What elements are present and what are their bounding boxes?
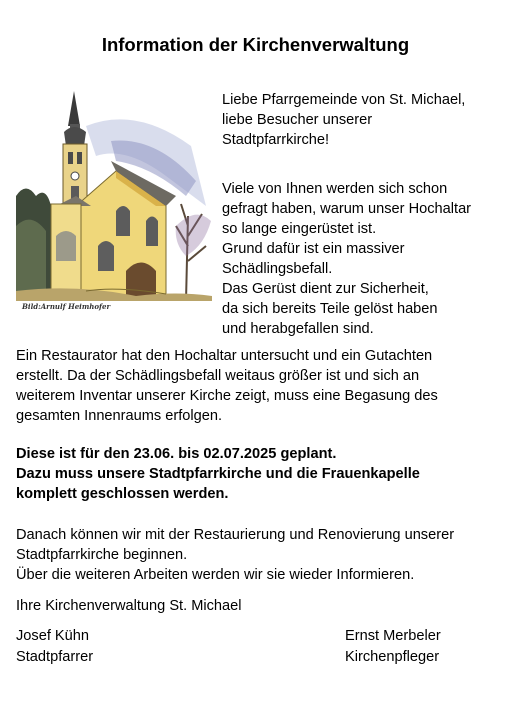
text-line: da sich bereits Teile gelöst haben: [222, 301, 438, 317]
text-line: Stadtpfarrkirche beginnen.: [16, 547, 188, 563]
text-line: Liebe Pfarrgemeinde von St. Michael,: [222, 92, 466, 108]
signature-right: [345, 626, 441, 668]
text-line: weiterem Inventar unserer Kirche zeigt, muss eine Begasung des: [16, 388, 438, 404]
text-line: Über die weiteren Arbeiten werden wir sie wieder Informieren.: [16, 567, 415, 583]
text-line: so lange eingerüstet ist.: [222, 221, 377, 237]
signature-role: Stadtpfarrer: [16, 649, 94, 665]
text-line: Schädlingsbefall.: [222, 261, 333, 277]
closing-line: Ihre Kirchenverwaltung St. Michael: [16, 598, 242, 614]
text-line: gefragt haben, warum unser Hochaltar: [222, 201, 472, 217]
image-credit: Bild:Arnulf Heimhofer: [22, 302, 111, 311]
page-title: Information der Kirchenverwaltung: [101, 34, 410, 55]
text-line: Danach können wir mit der Restaurierung und Renovierung unserer: [16, 527, 455, 543]
text-line: gesamten Innenraums erfolgen.: [16, 408, 223, 424]
text-line: Das Gerüst dient zur Sicherheit,: [222, 281, 429, 297]
text-line: Diese ist für den 23.06. bis 02.07.2025 geplant.: [16, 446, 337, 462]
intro-text: [222, 80, 507, 349]
signature-name: Josef Kühn: [16, 628, 90, 644]
text-line: und herabgefallen sind.: [222, 321, 374, 337]
text-line: Stadtpfarrkirche!: [222, 132, 330, 148]
text-line: Dazu muss unsere Stadtpfarrkirche und die Frauenkapelle: [16, 466, 420, 482]
text-line: komplett geschlossen werden.: [16, 486, 229, 502]
signature-left: [16, 626, 93, 668]
signature-role: Kirchenpfleger: [345, 649, 440, 665]
text-line: liebe Besucher unserer: [222, 112, 373, 128]
paragraph-dates: [16, 444, 501, 504]
church-illustration: [16, 86, 212, 316]
text-line: Viele von Ihnen werden sich schon: [222, 181, 448, 197]
text-line: Grund dafür ist ein massiver: [222, 241, 405, 257]
signature-name: Ernst Merbeler: [345, 628, 441, 644]
text-line: erstellt. Da der Schädlingsbefall weitaus größer ist und sich an: [16, 368, 420, 384]
paragraph-restaurator: [16, 346, 501, 426]
paragraph-renovation: [16, 525, 501, 585]
text-line: Ein Restaurator hat den Hochaltar untersucht und ein Gutachten: [16, 348, 433, 364]
